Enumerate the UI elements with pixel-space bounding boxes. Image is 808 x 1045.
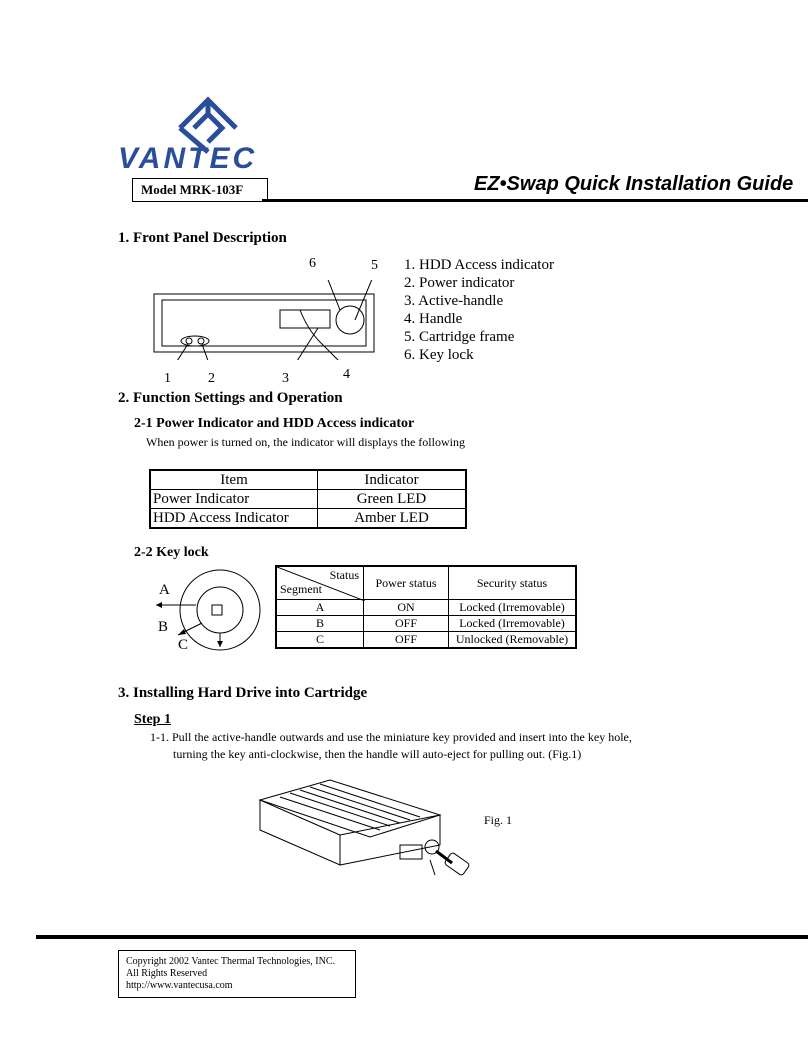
cartridge-figure [240, 775, 480, 885]
table-cell: B [276, 616, 364, 632]
corner-status-label: Status [329, 568, 359, 582]
table-header-row [276, 566, 576, 600]
subsection-2-1-text: When power is turned on, the indicator will displays the following [146, 435, 465, 449]
table-header-cell: Power status [364, 566, 449, 600]
table-cell: Power Indicator [150, 490, 318, 509]
callout-6: 6 [309, 256, 316, 271]
legend-item: 2. Power indicator [404, 275, 515, 291]
front-panel-diagram [150, 280, 380, 360]
table-header-cell: Item [150, 470, 318, 490]
legend-item: 4. Handle [404, 311, 463, 327]
guide-title: EZ•Swap Quick Installation Guide [474, 173, 794, 195]
table-cell: OFF [364, 632, 449, 649]
keylock-label-a: A [159, 582, 170, 598]
footer-rule [36, 935, 808, 939]
table-header-cell: Indicator [318, 470, 467, 490]
table-cell: Amber LED [318, 509, 467, 529]
subsection-2-2-title: 2-2 Key lock [134, 545, 209, 560]
table-cell: C [276, 632, 364, 649]
table-cell: ON [364, 600, 449, 616]
table-row [150, 509, 466, 529]
callout-5: 5 [371, 258, 378, 273]
header-rule [262, 199, 808, 202]
model-label: Model MRK-103F [132, 178, 268, 202]
legend-item: 3. Active-handle [404, 293, 504, 309]
keylock-label-c: C [178, 637, 189, 653]
table-row [276, 632, 576, 649]
rights-line: All Rights Reserved [126, 968, 208, 979]
subsection-2-1-title: 2-1 Power Indicator and HDD Access indicator [134, 416, 415, 431]
corner-segment-label: Segment [280, 582, 322, 596]
section1-title: 1. Front Panel Description [118, 230, 287, 246]
copyright-line: Copyright 2002 Vantec Thermal Technologies, INC. [126, 956, 335, 967]
callout-1: 1 [164, 371, 171, 386]
table-cell: HDD Access Indicator [150, 509, 318, 529]
step1-title: Step 1 [134, 712, 171, 727]
table-cell: Locked (Irremovable) [449, 600, 577, 616]
brand-name: VANTEC [118, 142, 258, 175]
key-lock-diagram [150, 565, 275, 665]
table-header-row [150, 470, 466, 490]
section3-title: 3. Installing Hard Drive into Cartridge [118, 685, 368, 701]
keylock-label-b: B [158, 619, 169, 635]
figure-label: Fig. 1 [484, 813, 513, 827]
table-cell: A [276, 600, 364, 616]
callout-2: 2 [208, 371, 215, 386]
legend-item: 1. HDD Access indicator [404, 257, 554, 273]
front-panel-legend [404, 256, 554, 364]
table-corner-cell [276, 566, 364, 600]
website-link[interactable]: http://www.vantecusa.com [126, 980, 233, 991]
section2-title: 2. Function Settings and Operation [118, 390, 343, 406]
table-header-cell: Security status [449, 566, 577, 600]
table-cell: Locked (Irremovable) [449, 616, 577, 632]
table-cell: Unlocked (Removable) [449, 632, 577, 649]
callout-3: 3 [282, 371, 289, 386]
table-row [276, 600, 576, 616]
step1-line2: turning the key anti-clockwise, then the handle will auto-eject for pulling out. (Fig.1) [173, 747, 582, 761]
keylock-status-table [275, 565, 577, 649]
indicator-table [149, 469, 467, 529]
table-row [276, 616, 576, 632]
step1-line1: 1-1. Pull the active-handle outwards and use the miniature key provided and insert into the key hole, [150, 730, 632, 744]
legend-item: 5. Cartridge frame [404, 329, 515, 345]
copyright-box [118, 950, 356, 998]
table-cell: Green LED [318, 490, 467, 509]
legend-item: 6. Key lock [404, 347, 474, 363]
table-cell: OFF [364, 616, 449, 632]
table-row [150, 490, 466, 509]
callout-4: 4 [343, 367, 350, 382]
